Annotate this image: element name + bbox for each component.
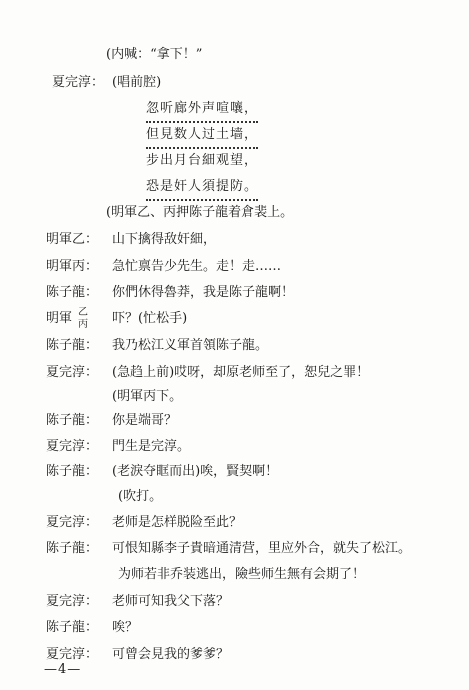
dialog-text: 老师是怎样脱险至此？ [112, 515, 243, 530]
dialog-text: 門生是完淳。 [112, 439, 191, 454]
speaker-marker-bottom: 丙 [78, 319, 88, 330]
speaker-label: 夏完淳： [46, 439, 99, 454]
verse-text: 忽听廊外声喧嚷， [146, 98, 258, 123]
dialog-text: (唱前腔) [112, 75, 162, 90]
dialog-text: 山下擒得敌奸細， [112, 232, 217, 247]
speaker-label: 陈子龍： [46, 285, 99, 300]
stage-text: (明軍丙下。 [112, 389, 183, 404]
page-number: —4— [44, 662, 82, 677]
speaker-label: 明軍丙： [46, 259, 99, 274]
dialog-text: 为师若非乔装逃出，險些师生無有会期了！ [118, 567, 366, 582]
speaker-label: 明軍 [46, 311, 73, 326]
dialog-text: (老淚夺眶而出)唉，賢契啊！ [112, 464, 279, 479]
speaker-label: 陈子龍： [46, 338, 99, 353]
dialog-text: 老师可知我父下落？ [112, 594, 230, 609]
speaker-marker-top: 乙 [78, 307, 88, 318]
dialog-text: (急趋上前)哎呀，却原老师至了，恕兒之罪！ [112, 365, 370, 380]
speaker-label: 陈子龍： [46, 620, 99, 635]
dialog-text: 可恨知縣李子貴暗通清营，里应外合，就失了松江。 [112, 541, 412, 556]
verse-text: 步出月台細观望， [146, 153, 259, 168]
speaker-label: 夏完淳： [46, 515, 99, 530]
dialog-text: 你們休得魯莽，我是陈子龍啊！ [112, 285, 295, 300]
verse-text: 恐是奸人須提防。 [146, 176, 258, 201]
stage-text: (吹打。 [118, 489, 163, 504]
speaker-label: 明軍乙： [46, 232, 99, 247]
dialog-text: 可曾会見我的爹爹？ [112, 647, 230, 662]
speaker-label: 陈子龍： [46, 541, 99, 556]
dialog-text: 吓？(忙松手) [112, 311, 188, 326]
speaker-label: 陈子龍： [46, 413, 99, 428]
speaker-label: 夏完淳： [46, 594, 99, 609]
speaker-label: 夏完淳： [46, 647, 99, 662]
dialog-text: 我乃松江义軍首領陈子龍。 [112, 338, 269, 353]
speaker-label: 夏完淳： [46, 365, 99, 380]
dialog-text: 你是端哥？ [112, 413, 178, 428]
stage-text: (内喊：“拿下！” [106, 47, 203, 62]
stage-text: (明軍乙、丙押陈子龍着倉裴上。 [106, 205, 294, 220]
dialog-text: 唉？ [112, 620, 139, 635]
speaker-label: 陈子龍： [46, 464, 99, 479]
speaker-label: 夏完淳： [52, 75, 105, 90]
dialog-text: 急忙禀告少先生。走！走…… [112, 259, 282, 274]
verse-text: 但見数人过土墙， [146, 124, 258, 149]
